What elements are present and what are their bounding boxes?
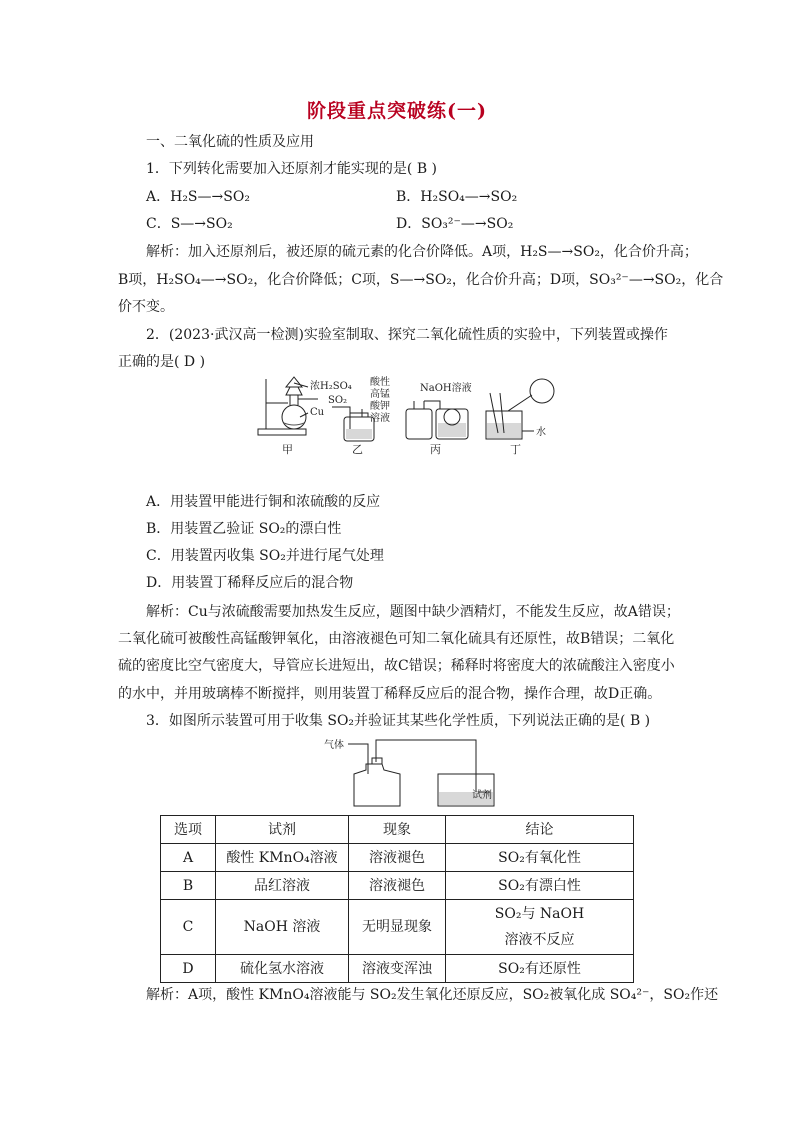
label-water: 水 [536, 427, 546, 438]
apparatus-bing [406, 401, 468, 439]
table-cell: D [161, 955, 216, 983]
label-yi: 乙 [352, 443, 363, 456]
table-cell: 品红溶液 [216, 872, 349, 900]
apparatus-figure-q3 [322, 734, 512, 810]
options-table [160, 815, 634, 983]
q1-option-b: B．H₂SO₄—→SO₂ [396, 189, 518, 205]
q1-analysis-line: B项，H₂SO₄—→SO₂，化合价降低；C项，S—→SO₂，化合价升高；D项，SO₃²⁻—→SO₂，化合 [118, 272, 724, 288]
label-bing: 丙 [430, 443, 441, 456]
q1-stem: 1．下列转化需要加入还原剂才能实现的是( B ) [146, 161, 438, 177]
label-kmno4: 酸性 [370, 377, 390, 388]
label-jia: 甲 [282, 443, 293, 456]
q2-option-c: C．用装置丙收集 SO₂并进行尾气处理 [146, 548, 384, 564]
table-header: 试剂 [216, 816, 349, 844]
label-cu: Cu [310, 407, 325, 418]
page-title: 阶段重点突破练(一) [307, 100, 487, 122]
q1-option-a: A．H₂S—→SO₂ [146, 189, 250, 205]
table-cell: 溶液褪色 [349, 872, 446, 900]
table-header: 结论 [446, 816, 634, 844]
section-heading: 一、二氧化硫的性质及应用 [146, 134, 314, 150]
apparatus-yi [328, 395, 374, 441]
table-cell [446, 900, 634, 955]
q1-option-c: C．S—→SO₂ [146, 216, 233, 232]
table-cell: C [161, 900, 216, 955]
q2-stem: 正确的是( D ) [118, 354, 206, 370]
label-h2so4: 浓H₂SO₄ [310, 381, 352, 392]
q2-analysis-line: 的水中，并用玻璃棒不断搅拌，则用装置丁稀释反应后的混合物，操作合理，故D正确。 [118, 686, 662, 702]
table-cell-line: 溶液不反应 [504, 932, 575, 948]
table-header: 选项 [161, 816, 216, 844]
apparatus-figure-q2 [250, 373, 560, 485]
table-row [161, 900, 634, 955]
q2-stem: 2．(2023·武汉高一检测)实验室制取、探究二氧化硫性质的实验中，下列装置或操作 [146, 327, 668, 343]
q2-option-d: D．用装置丁稀释反应后的混合物 [146, 575, 354, 591]
q3-analysis-line: 解析：A项，酸性 KMnO₄溶液能与 SO₂发生氧化还原反应，SO₂被氧化成 SO₄²⁻，SO₂作还 [146, 987, 719, 1003]
table-cell: B [161, 872, 216, 900]
table-cell-line: SO₂与 NaOH [494, 906, 585, 922]
q2-analysis-line: 二氧化硫可被酸性高锰酸钾氧化，由溶液褪色可知二氧化硫具有还原性，故B错误；二氧化 [118, 631, 675, 647]
label-kmno4: 高锰 [370, 389, 390, 400]
table-cell: SO₂有氧化性 [446, 844, 634, 872]
label-reagent: 试剂 [472, 790, 492, 801]
table-cell: SO₂有还原性 [446, 955, 634, 983]
table-header: 现象 [349, 816, 446, 844]
table-row [161, 844, 634, 872]
q1-analysis-line: 价不变。 [118, 299, 174, 315]
label-gas: 气体 [324, 740, 344, 751]
q2-option-b: B．用装置乙验证 SO₂的漂白性 [146, 521, 342, 537]
apparatus-jia [258, 377, 318, 435]
table-cell: NaOH 溶液 [216, 900, 349, 955]
label-kmno4: 溶液 [370, 413, 390, 424]
table-cell: SO₂有漂白性 [446, 872, 634, 900]
table-cell: 溶液变浑浊 [349, 955, 446, 983]
table-row [161, 955, 634, 983]
q3-stem: 3．如图所示装置可用于收集 SO₂并验证其某些化学性质，下列说法正确的是( B ) [146, 713, 651, 729]
label-kmno4: 酸钾 [370, 401, 390, 412]
table-cell: 酸性 KMnO₄溶液 [216, 844, 349, 872]
table-header-row [161, 816, 634, 844]
q2-analysis-line: 解析：Cu与浓硫酸需要加热发生反应，题图中缺少酒精灯，不能发生反应，故A错误； [146, 604, 680, 620]
q2-analysis-line: 硫的密度比空气密度大，导管应长进短出，故C错误；稀释时将密度大的浓硫酸注入密度小 [118, 658, 675, 674]
q2-option-a: A．用装置甲能进行铜和浓硫酸的反应 [146, 494, 381, 510]
q1-analysis-line: 解析：加入还原剂后，被还原的硫元素的化合价降低。A项，H₂S—→SO₂，化合价升高； [146, 244, 698, 260]
table-cell: A [161, 844, 216, 872]
q1-option-d: D．SO₃²⁻—→SO₂ [396, 216, 514, 232]
table-cell: 无明显现象 [349, 900, 446, 955]
table-row [161, 872, 634, 900]
table-cell: 溶液褪色 [349, 844, 446, 872]
label-so2: SO₂ [328, 395, 348, 406]
label-ding: 丁 [510, 443, 521, 456]
label-naoh: NaOH溶液 [420, 383, 472, 394]
table-cell: 硫化氢水溶液 [216, 955, 349, 983]
